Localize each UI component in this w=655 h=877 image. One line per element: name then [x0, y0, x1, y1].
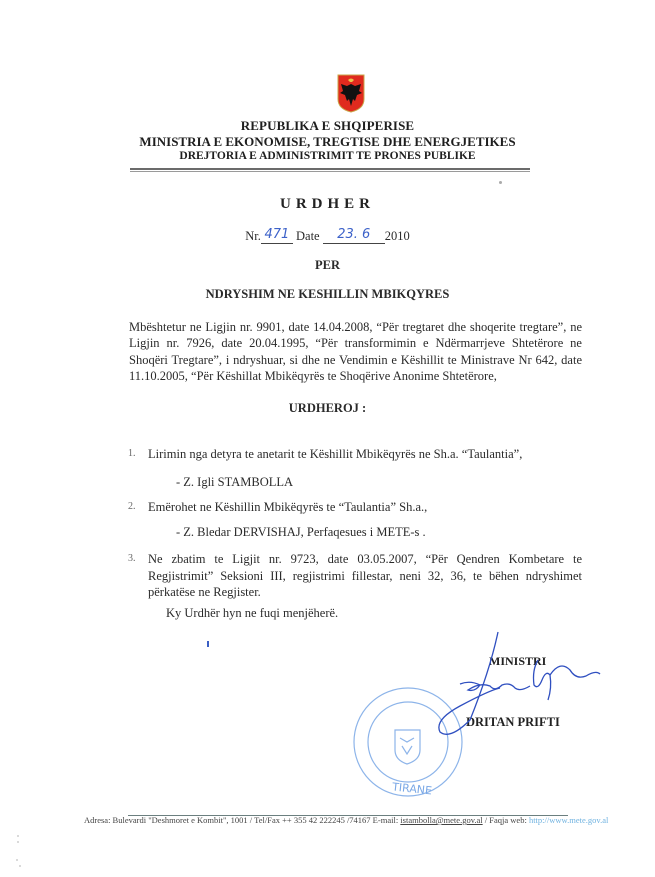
document-title: URDHER — [279, 196, 375, 212]
per-heading: PER — [315, 258, 340, 272]
footer-web-label: / Faqja web: — [482, 815, 529, 825]
footer-contact — [84, 815, 608, 825]
item-text: Ne zbatim te Ligjit nr. 9723, date 03.05.2007, “Për Qendren Kombetare te Regjistrimit” Seksioni III, regjistrimi fillestar, neni 32, 36, te bëhen ndryshimet përkatëse ne Regjister. — [148, 552, 582, 599]
date-field — [323, 229, 385, 244]
number-date-line — [0, 229, 655, 244]
signatory-name: DRITAN PRIFTI — [466, 715, 560, 729]
item-sub: - Z. Bledar DERVISHAJ, Perfaqesues i METE-s . — [176, 525, 426, 539]
signature-icon — [420, 630, 620, 750]
item-number: 1. — [128, 448, 136, 459]
subject-heading: NDRYSHIM NE KESHILLIN MBIKQYRES — [205, 287, 450, 301]
header-divider-thin — [130, 171, 530, 172]
nr-field — [261, 229, 293, 244]
closing-statement: Ky Urdhër hyn ne fuqi menjëherë. — [166, 606, 339, 620]
ministry-heading: MINISTRIA E EKONOMISE, TREGTISE DHE ENERGJETIKES — [139, 134, 516, 149]
coat-of-arms-icon — [337, 73, 365, 113]
scan-speck — [499, 181, 502, 184]
orders-heading: URDHEROJ : — [288, 401, 367, 415]
stamp-text: TIRANE — [391, 780, 433, 798]
footer-website-link[interactable]: http://www.mete.gov.al — [528, 815, 609, 825]
ink-mark — [207, 641, 209, 647]
republic-heading: REPUBLIKA E SHQIPERISE — [240, 118, 415, 133]
footer-address: Adresa: Bulevardi "Deshmoret e Kombit", 1001 / Tel/Fax ++ 355 42 222245 /74167 E-mail: — [84, 815, 401, 825]
item-number: 3. — [128, 553, 136, 564]
footer-email-link[interactable]: istambolla@mete.gov.al — [400, 815, 483, 825]
year: 2010 — [384, 229, 410, 243]
nr-label: Nr. — [245, 229, 261, 243]
preamble-paragraph: Mbështetur ne Ligjin nr. 9901, date 14.04.2008, “Për tregtaret dhe shoqerite tregtare”, ne Ligjin nr. 7926, date 20.04.1995, “Për transformimin e Ndërmarrjeve Shtetërore ne Shoqëri Tregtare”, i ndryshuar, si dhe ne Vendimin e Këshillit te Ministrave Nr 642, date 11.10.2005, “Për Këshillat Mbikëqyrës te Shoqërive Anonime Shtetërore, — [129, 320, 582, 384]
date-label: Date — [296, 229, 320, 243]
nr-value: 471 — [264, 227, 290, 242]
signatory-title: MINISTRI — [489, 654, 547, 668]
item-number: 2. — [128, 501, 136, 512]
item-text: Lirimin nga detyra te anetarit te Këshillit Mbikëqyrës ne Sh.a. “Taulantia”, — [148, 447, 523, 461]
directorate-heading: DREJTORIA E ADMINISTRIMIT TE PRONES PUBLIKE — [179, 150, 476, 162]
item-text: Emërohet ne Këshillin Mbikëqyrës te “Taulantia” Sh.a., — [148, 500, 428, 514]
header-divider — [130, 168, 530, 170]
date-value: 23. 6 — [337, 227, 371, 242]
scan-artifact — [14, 832, 34, 872]
item-sub: - Z. Igli STAMBOLLA — [176, 475, 294, 489]
